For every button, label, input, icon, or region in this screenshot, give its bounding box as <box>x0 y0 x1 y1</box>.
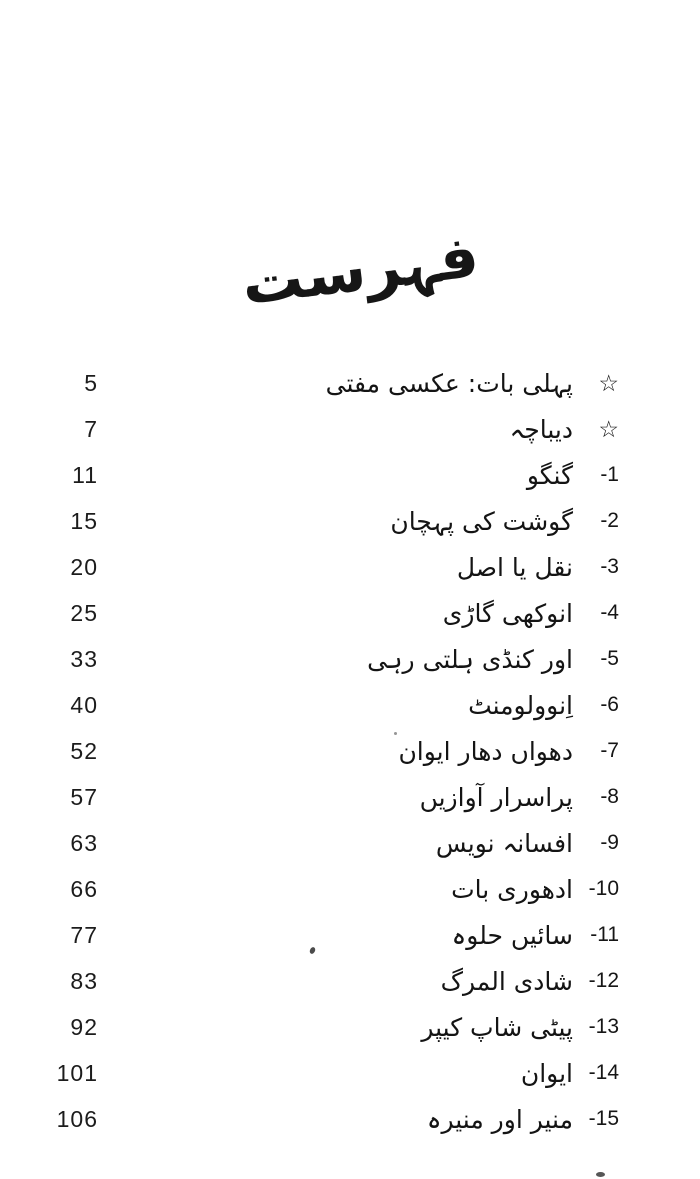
entry-number: -7 <box>600 739 619 762</box>
page-number: 7 <box>84 415 98 442</box>
page-number: 92 <box>70 1013 98 1040</box>
entry-title: ایوان <box>520 1058 573 1088</box>
toc-heading <box>10 221 700 319</box>
toc-row <box>36 636 625 682</box>
toc-row <box>36 912 625 958</box>
toc-entry <box>98 553 625 582</box>
toc-row <box>36 360 625 406</box>
entry-number: -12 <box>588 969 619 992</box>
toc-row <box>36 452 625 498</box>
entry-title: دھواں دھار ایوان <box>398 736 573 766</box>
toc-row <box>36 544 625 590</box>
entry-number: -5 <box>600 647 619 670</box>
entry-number: -11 <box>590 923 619 946</box>
entry-title: افسانہ نویس <box>435 828 573 858</box>
entry-title: نقل یا اصل <box>456 552 573 582</box>
page-number: 66 <box>70 875 98 902</box>
toc-row <box>36 682 625 728</box>
toc-entry <box>98 1059 625 1088</box>
toc-entry <box>98 829 625 858</box>
scan-speck <box>394 732 397 735</box>
toc-row <box>36 406 625 452</box>
scan-speck <box>596 1172 605 1177</box>
entry-title: دیباچہ <box>509 414 573 444</box>
entry-title: پیٹی شاپ کیپر <box>421 1012 573 1042</box>
page-number: 20 <box>70 553 98 580</box>
page-number: 15 <box>70 507 98 534</box>
page-number: 83 <box>70 967 98 994</box>
page-number: 63 <box>70 829 98 856</box>
page-number: 52 <box>70 737 98 764</box>
entry-number: -8 <box>600 785 619 808</box>
page-number: 40 <box>70 691 98 718</box>
toc-row <box>36 774 625 820</box>
entry-number: -1 <box>600 463 619 486</box>
page-number: 33 <box>70 645 98 672</box>
toc-row <box>36 1096 625 1142</box>
toc-entry <box>98 415 625 444</box>
page-number: 77 <box>70 921 98 948</box>
toc-entry <box>98 645 625 674</box>
entry-title: سائیں حلوہ <box>451 920 573 950</box>
entry-title: گوشت کی پہچان <box>390 506 573 536</box>
entry-number: -4 <box>600 601 619 624</box>
entry-number: -10 <box>588 877 619 900</box>
toc-entry <box>98 599 625 628</box>
page-number: 5 <box>84 369 98 396</box>
toc-entry <box>98 691 625 720</box>
toc-entry <box>98 967 625 996</box>
toc-heading-word: فہرست <box>237 221 483 319</box>
entry-number: -15 <box>588 1107 619 1130</box>
page-number: 11 <box>72 461 98 488</box>
entry-number: -9 <box>600 831 619 854</box>
toc-entry <box>98 875 625 904</box>
entry-title: گنگو <box>526 460 573 490</box>
toc-row <box>36 590 625 636</box>
toc-row <box>36 958 625 1004</box>
toc-row <box>36 1004 625 1050</box>
toc-row <box>36 1050 625 1096</box>
toc-entry <box>98 737 625 766</box>
toc-row <box>36 728 625 774</box>
entry-number: -6 <box>600 693 619 716</box>
entry-title: اور کنڈی ہلتی رہی <box>367 644 573 674</box>
star-icon: ☆ <box>598 415 619 442</box>
entry-number: -2 <box>600 509 619 532</box>
entry-title: پراسرار آوازیں <box>419 782 573 812</box>
toc-entry <box>98 921 625 950</box>
entry-title: اِنوولومنٹ <box>468 690 573 720</box>
entry-title: منیر اور منیرہ <box>426 1104 573 1134</box>
entry-number: -14 <box>588 1061 619 1084</box>
toc-entry <box>98 507 625 536</box>
toc-list <box>36 360 625 1142</box>
entry-title: ادھوری بات <box>451 874 573 904</box>
star-icon: ☆ <box>598 369 619 396</box>
page-number: 25 <box>70 599 98 626</box>
toc-row <box>36 498 625 544</box>
page-number: 101 <box>56 1059 98 1086</box>
toc-row <box>36 866 625 912</box>
entry-title: پہلی بات: عکسی مفتی <box>325 368 573 398</box>
entry-title: شادی المرگ <box>440 966 573 996</box>
page-number: 106 <box>56 1105 98 1132</box>
entry-number: -13 <box>588 1015 619 1038</box>
entry-title: انوکھی گاڑی <box>442 598 573 628</box>
toc-entry <box>98 783 625 812</box>
page-number: 57 <box>70 783 98 810</box>
toc-entry <box>98 369 625 398</box>
toc-row <box>36 820 625 866</box>
toc-entry <box>98 461 625 490</box>
entry-number: -3 <box>600 555 619 578</box>
toc-entry <box>98 1013 625 1042</box>
toc-entry <box>98 1105 625 1134</box>
